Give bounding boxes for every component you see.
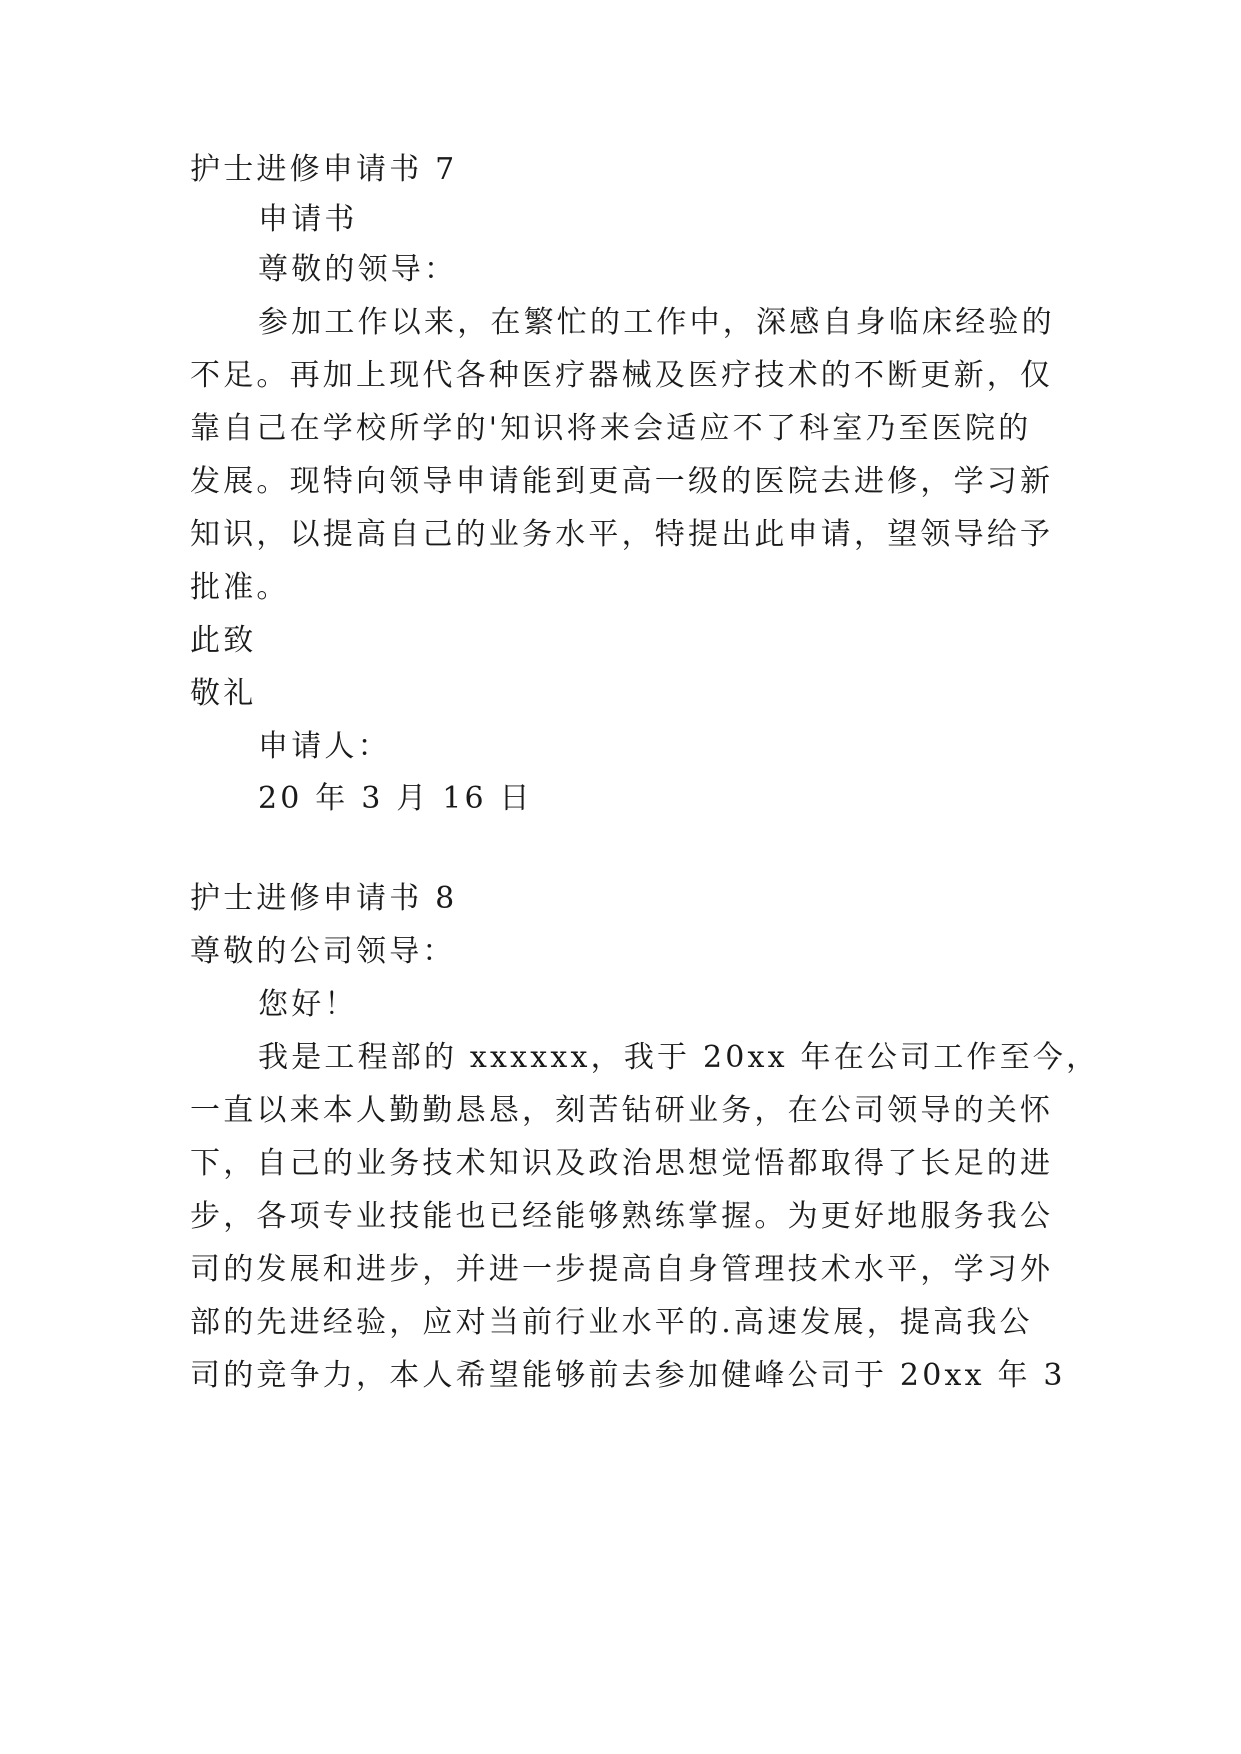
section7-heading: 申请书 [258,202,358,237]
section8-title: 护士进修申请书 8 [190,881,458,916]
section8-body-line: 司的竞争力，本人希望能够前去参加健峰公司于 20xx 年 3 [190,1358,1066,1393]
section7-body-line: 批准。 [190,570,290,605]
section7-closing-ci-zhi: 此致 [190,623,257,658]
section7-body-line: 不足。再加上现代各种医疗器械及医疗技术的不断更新，仅 [190,358,1054,393]
section7-body-line: 靠自己在学校所学的'知识将来会适应不了科室乃至医院的 [190,411,1032,446]
section8-body-line: 司的发展和进步，并进一步提高自身管理技术水平，学习外 [190,1252,1054,1287]
section7-body-line: 参加工作以来，在繁忙的工作中，深感自身临床经验的 [258,305,1055,340]
section7-date: 20 年 3 月 16 日 [258,781,533,816]
section8-body-line: 我是工程部的 xxxxxx，我于 20xx 年在公司工作至今， [258,1040,1100,1075]
section7-salutation: 尊敬的领导： [258,252,458,287]
section7-title: 护士进修申请书 7 [190,152,458,187]
section7-applicant: 申请人： [258,729,391,764]
section8-body-line: 步，各项专业技能也已经能够熟练掌握。为更好地服务我公 [190,1199,1054,1234]
section7-closing-jing-li: 敬礼 [190,676,257,711]
section8-body-line: 部的先进经验，应对当前行业水平的.高速发展，提高我公 [190,1305,1033,1340]
section7-body-line: 发展。现特向领导申请能到更高一级的医院去进修，学习新 [190,464,1054,499]
section8-body-line: 一直以来本人勤勤恳恳，刻苦钻研业务，在公司领导的关怀 [190,1093,1054,1128]
section8-salutation: 尊敬的公司领导： [190,934,456,969]
section8-body-line: 下，自己的业务技术知识及政治思想觉悟都取得了长足的进 [190,1146,1054,1181]
section8-greeting: 您好！ [258,987,358,1022]
section7-body-line: 知识，以提高自己的业务水平，特提出此申请，望领导给予 [190,517,1054,552]
